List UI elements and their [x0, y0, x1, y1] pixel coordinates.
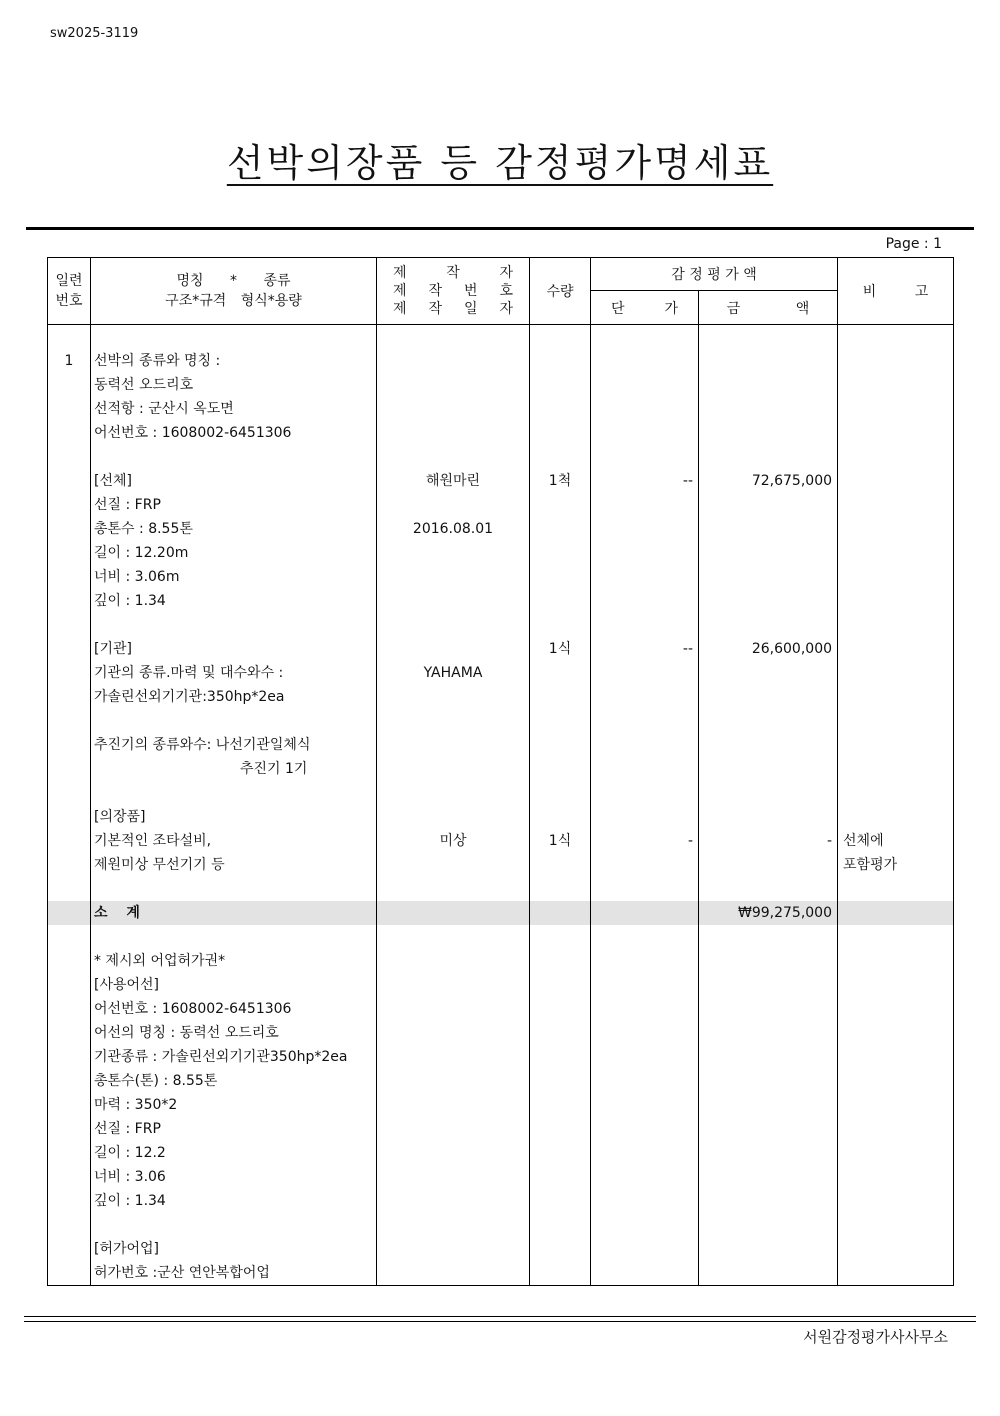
- maker-line: [377, 397, 529, 421]
- table-row: [48, 325, 954, 902]
- item-description-line: [의장품]: [94, 809, 146, 825]
- amount-value: [699, 373, 837, 397]
- note-line: 선체에: [843, 833, 884, 849]
- unit-price-value: [591, 781, 698, 805]
- title-text: 선박의장품 등 감정평가명세표: [226, 141, 774, 185]
- unit-price-value: [591, 493, 698, 517]
- item-description-line: [91, 325, 376, 349]
- amount-value: -: [826, 833, 833, 849]
- serial-number: [48, 613, 90, 637]
- extra-note-cell: [838, 925, 954, 1286]
- extra-name-cell: [91, 925, 377, 1286]
- serial-number: [48, 397, 90, 421]
- subtotal-label: 소 계: [91, 901, 377, 925]
- amount-value: [699, 685, 837, 709]
- amount-value: [699, 397, 837, 421]
- note-line: [838, 445, 953, 469]
- note-line: [838, 589, 953, 613]
- item-description-line: [선체]: [94, 473, 132, 489]
- bottom-divider: [24, 1316, 976, 1317]
- unit-price-value: [591, 421, 698, 445]
- license-description-line: 너비 : 3.06: [94, 1169, 166, 1185]
- row-maker-cell: [377, 325, 530, 902]
- header-name-type: [91, 258, 377, 325]
- unit-price-value: [591, 805, 698, 829]
- note-line: [838, 877, 953, 901]
- row-quantity-cell: [530, 325, 591, 902]
- license-description-line: 마력 : 350*2: [94, 1097, 178, 1113]
- maker-line: [377, 445, 529, 469]
- note-line: [838, 661, 953, 685]
- note-line: [838, 373, 953, 397]
- page-number: Page : 1: [885, 236, 942, 252]
- note-line: [838, 781, 953, 805]
- license-description-line: 어선번호 : 1608002-6451306: [94, 1001, 292, 1017]
- unit-price-value: --: [682, 641, 693, 657]
- maker-line: [377, 805, 529, 829]
- subtotal-blank: [377, 901, 530, 925]
- license-description-line: [사용어선]: [94, 977, 160, 993]
- note-line: [838, 325, 953, 349]
- note-line: 포함평가: [843, 857, 898, 873]
- license-description-line: 총톤수(톤) : 8.55톤: [94, 1073, 218, 1089]
- maker-line: [377, 349, 529, 373]
- quantity-value: [530, 781, 590, 805]
- unit-price-value: [591, 589, 698, 613]
- amount-value: [699, 517, 837, 541]
- serial-number: [48, 757, 90, 781]
- unit-price-value: [591, 445, 698, 469]
- extra-row: [48, 925, 954, 1286]
- quantity-value: [530, 445, 590, 469]
- quantity-value: [530, 397, 590, 421]
- quantity-value: 1식: [548, 833, 572, 849]
- amount-value: [699, 325, 837, 349]
- amount-value: [699, 613, 837, 637]
- item-description-line: 너비 : 3.06m: [94, 569, 180, 585]
- header-name-line1: 명칭 * 종류: [176, 273, 291, 289]
- maker-line: [377, 589, 529, 613]
- quantity-value: [530, 517, 590, 541]
- serial-number: [48, 373, 90, 397]
- maker-line: [377, 877, 529, 901]
- quantity-value: [530, 493, 590, 517]
- unit-price-value: [591, 853, 698, 877]
- serial-number: [48, 853, 90, 877]
- subtotal-amount: ₩99,275,000: [699, 901, 838, 925]
- header-amount: 금 액: [699, 291, 838, 325]
- item-description-line: [기관]: [94, 641, 132, 657]
- amount-value: [699, 445, 837, 469]
- maker-line: 해원마린: [425, 473, 481, 489]
- serial-number: [48, 733, 90, 757]
- bottom-divider: [24, 1321, 976, 1322]
- amount-value: [699, 781, 837, 805]
- maker-line: [377, 709, 529, 733]
- serial-number: [48, 685, 90, 709]
- unit-price-value: -: [687, 833, 693, 849]
- subtotal-blank: [591, 901, 699, 925]
- extra-serial-cell: [48, 925, 91, 1286]
- appraisal-table: [47, 257, 954, 1286]
- item-description-line: 선적항 : 군산시 옥도면: [94, 401, 234, 417]
- maker-line: [377, 757, 529, 781]
- serial-number: [48, 589, 90, 613]
- quantity-value: [530, 661, 590, 685]
- item-description-line: [91, 709, 376, 733]
- subtotal-blank: [530, 901, 591, 925]
- row-name-cell: [91, 325, 377, 902]
- quantity-value: 1식: [548, 641, 572, 657]
- amount-value: [699, 493, 837, 517]
- unit-price-value: [591, 709, 698, 733]
- maker-line: [377, 781, 529, 805]
- document-id: sw2025-3119: [50, 26, 139, 41]
- note-line: [838, 397, 953, 421]
- unit-price-value: --: [682, 473, 693, 489]
- row-unit-price-cell: [591, 325, 699, 902]
- item-description-line: 길이 : 12.20m: [94, 545, 189, 561]
- unit-price-value: [591, 613, 698, 637]
- note-line: [838, 709, 953, 733]
- unit-price-value: [591, 733, 698, 757]
- unit-price-value: [591, 685, 698, 709]
- note-line: [838, 613, 953, 637]
- extra-maker-cell: [377, 925, 530, 1286]
- header-maker-line1: 제 작 자: [393, 265, 513, 281]
- serial-number: [48, 781, 90, 805]
- note-line: [838, 421, 953, 445]
- amount-value: [699, 589, 837, 613]
- serial-number: [48, 709, 90, 733]
- serial-number: [48, 805, 90, 829]
- serial-number: [48, 637, 90, 661]
- quantity-value: [530, 805, 590, 829]
- item-description-line: 기본적인 조타설비,: [94, 833, 212, 849]
- item-description-line: [91, 781, 376, 805]
- maker-line: 미상: [439, 833, 467, 849]
- note-line: [838, 493, 953, 517]
- amount-value: [699, 805, 837, 829]
- unit-price-value: [591, 349, 698, 373]
- extra-amount-cell: [699, 925, 838, 1286]
- maker-line: [377, 421, 529, 445]
- amount-value: [699, 421, 837, 445]
- quantity-value: [530, 325, 590, 349]
- subtotal-blank: [48, 901, 91, 925]
- quantity-value: [530, 709, 590, 733]
- license-description-line: * 제시외 어업허가권*: [94, 953, 226, 969]
- serial-number: [48, 661, 90, 685]
- row-amount-cell: [699, 325, 838, 902]
- unit-price-value: [591, 565, 698, 589]
- row-note-cell: [838, 325, 954, 902]
- item-description-line: 총톤수 : 8.55톤: [94, 521, 193, 537]
- note-line: [838, 349, 953, 373]
- maker-line: [377, 733, 529, 757]
- license-description-line: 기관종류 : 가솔린선외기기관350hp*2ea: [94, 1049, 348, 1065]
- serial-number: [48, 325, 90, 349]
- license-description-line: 허가번호 :군산 연안복합어업: [94, 1265, 270, 1281]
- amount-value: [699, 757, 837, 781]
- amount-value: [699, 349, 837, 373]
- extra-quantity-cell: [530, 925, 591, 1286]
- header-unit-price: 단 가: [591, 291, 699, 325]
- quantity-value: [530, 589, 590, 613]
- unit-price-value: [591, 397, 698, 421]
- maker-line: [377, 637, 529, 661]
- amount-value: 72,675,000: [751, 473, 833, 489]
- quantity-value: [530, 541, 590, 565]
- license-description-line: 어선의 명칭 : 동력선 오드리호: [94, 1025, 279, 1041]
- quantity-value: [530, 373, 590, 397]
- amount-value: [699, 541, 837, 565]
- header-appraisal-value: 감 정 평 가 액: [591, 258, 838, 291]
- amount-value: [699, 853, 837, 877]
- item-description-line: [91, 613, 376, 637]
- header-serial-line2: 번호: [55, 293, 83, 309]
- unit-price-value: [591, 757, 698, 781]
- quantity-value: [530, 685, 590, 709]
- note-line: [838, 733, 953, 757]
- unit-price-value: [591, 325, 698, 349]
- license-description-line: [91, 925, 376, 949]
- unit-price-value: [591, 517, 698, 541]
- maker-line: [377, 685, 529, 709]
- license-description-line: 선질 : FRP: [94, 1121, 161, 1137]
- header-serial-no: [48, 258, 91, 325]
- quantity-value: [530, 349, 590, 373]
- unit-price-value: [591, 373, 698, 397]
- amount-value: [699, 565, 837, 589]
- item-description-line: 제원미상 무선기기 등: [94, 857, 225, 873]
- note-line: [838, 469, 953, 493]
- top-divider: [26, 227, 974, 230]
- maker-line: [377, 565, 529, 589]
- serial-number: 1: [64, 353, 74, 369]
- header-maker-line3: 제 작 일 자: [393, 301, 513, 317]
- header-note: 비 고: [838, 258, 954, 325]
- maker-line: 2016.08.01: [412, 521, 494, 537]
- serial-number: [48, 445, 90, 469]
- maker-line: [377, 541, 529, 565]
- extra-unit-price-cell: [591, 925, 699, 1286]
- header-maker: [377, 258, 530, 325]
- serial-number: [48, 829, 90, 853]
- note-line: [838, 685, 953, 709]
- license-description-line: [91, 1213, 376, 1237]
- item-description-line: 동력선 오드리호: [94, 377, 194, 393]
- unit-price-value: [591, 877, 698, 901]
- item-description-line: 추진기 1기: [240, 761, 308, 777]
- amount-value: [699, 709, 837, 733]
- item-description-line: 선질 : FRP: [94, 497, 161, 513]
- item-description-line: 어선번호 : 1608002-6451306: [94, 425, 292, 441]
- amount-value: [699, 661, 837, 685]
- note-line: [838, 541, 953, 565]
- item-description-line: 추진기의 종류와수: 나선기관일체식: [94, 737, 311, 753]
- item-description-line: 가솔린선외기기관:350hp*2ea: [94, 689, 285, 705]
- quantity-value: [530, 565, 590, 589]
- quantity-value: [530, 877, 590, 901]
- header-serial-line1: 일련: [55, 273, 83, 289]
- unit-price-value: [591, 661, 698, 685]
- header-maker-line2: 제 작 번 호: [393, 283, 513, 299]
- subtotal-row: [48, 901, 954, 925]
- maker-line: [377, 853, 529, 877]
- serial-number: [48, 541, 90, 565]
- item-description-line: [91, 877, 376, 901]
- license-description-line: 길이 : 12.2: [94, 1145, 166, 1161]
- maker-line: [377, 493, 529, 517]
- serial-number: [48, 469, 90, 493]
- note-line: [838, 757, 953, 781]
- header-name-line2: 구조*규격 형식*용량: [165, 293, 302, 309]
- amount-value: [699, 733, 837, 757]
- header-quantity: 수량: [530, 258, 591, 325]
- license-description-line: [허가어업]: [94, 1241, 160, 1257]
- quantity-value: [530, 421, 590, 445]
- office-name: 서원감정평가사사무소: [803, 1328, 948, 1346]
- maker-line: [377, 373, 529, 397]
- serial-number: [48, 493, 90, 517]
- unit-price-value: [591, 541, 698, 565]
- item-description-line: 기관의 종류.마력 및 대수와수 :: [94, 665, 284, 681]
- page-title: [0, 132, 1000, 187]
- serial-number: [48, 565, 90, 589]
- item-description-line: 선박의 종류와 명칭 :: [94, 353, 221, 369]
- maker-line: YAHAMA: [423, 665, 483, 681]
- quantity-value: 1척: [548, 473, 572, 489]
- maker-line: [377, 613, 529, 637]
- serial-number: [48, 517, 90, 541]
- serial-number: [48, 421, 90, 445]
- amount-value: [699, 877, 837, 901]
- quantity-value: [530, 733, 590, 757]
- maker-line: [377, 325, 529, 349]
- quantity-value: [530, 757, 590, 781]
- quantity-value: [530, 853, 590, 877]
- item-description-line: 깊이 : 1.34: [94, 593, 166, 609]
- note-line: [838, 637, 953, 661]
- note-line: [838, 565, 953, 589]
- license-description-line: 깊이 : 1.34: [94, 1193, 166, 1209]
- row-serial-cell: [48, 325, 91, 902]
- note-line: [838, 517, 953, 541]
- quantity-value: [530, 613, 590, 637]
- amount-value: 26,600,000: [751, 641, 833, 657]
- item-description-line: [91, 445, 376, 469]
- subtotal-blank: [838, 901, 954, 925]
- note-line: [838, 805, 953, 829]
